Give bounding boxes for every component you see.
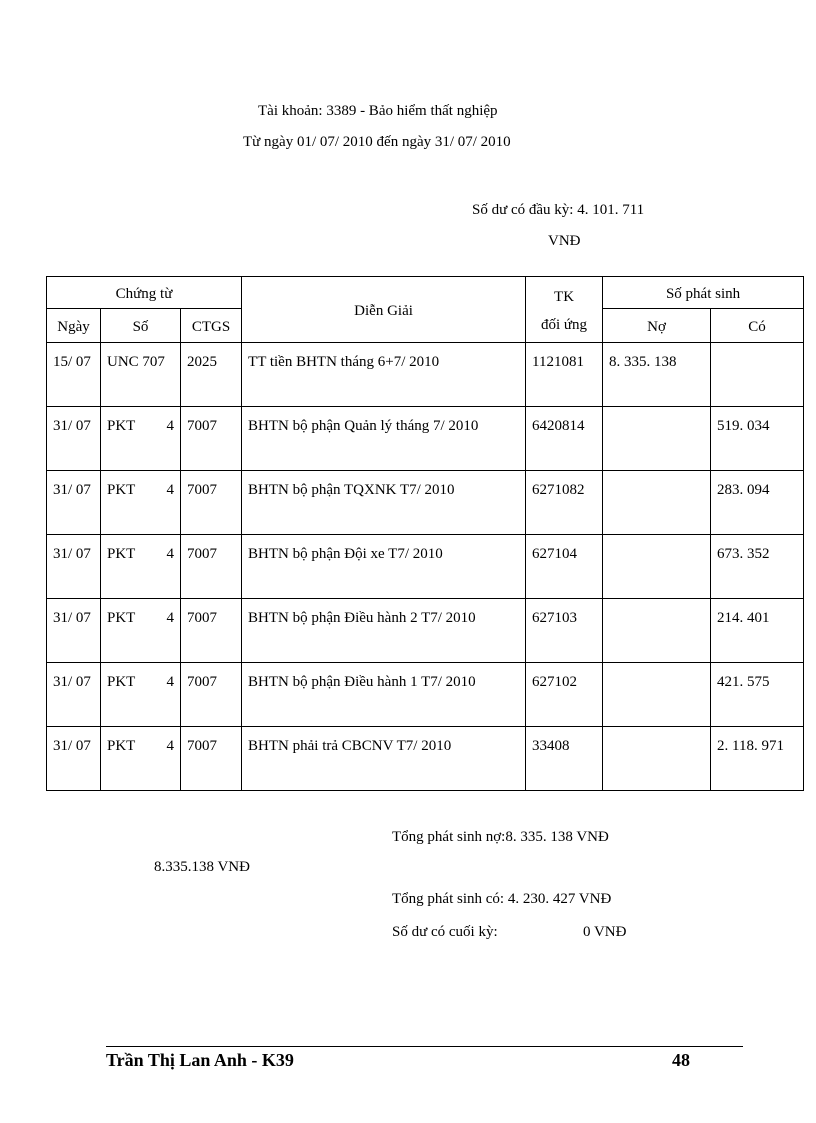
header-no: Nợ [603,309,711,343]
cell-co [711,343,804,407]
cell-co: 673. 352 [711,535,804,599]
cell-ngay: 15/ 07 [47,343,101,407]
header-ngay: Ngày [47,309,101,343]
cell-dien-giai: TT tiền BHTN tháng 6+7/ 2010 [242,343,526,407]
cell-ngay: 31/ 07 [47,599,101,663]
header-ctgs: CTGS [181,309,242,343]
opening-balance-currency: VNĐ [548,233,581,249]
cell-so-type: PKT [107,610,136,626]
header-tk-doi-ung [526,277,603,343]
cell-so-type: UNC 707 [107,354,165,370]
cell-no [603,599,711,663]
header-tk-line1: TK [554,289,575,305]
cell-so-type: PKT [107,482,136,498]
cell-tk: 627102 [526,663,603,727]
account-title: Tài khoản: 3389 - Bảo hiểm thất nghiệp [258,103,498,119]
cell-ctgs: 7007 [181,407,242,471]
header-dien-giai: Diễn Giải [242,277,526,343]
cell-so-type: PKT [107,738,136,754]
cell-co: 283. 094 [711,471,804,535]
cell-tk: 627103 [526,599,603,663]
cell-dien-giai: BHTN phải trả CBCNV T7/ 2010 [242,727,526,791]
cell-co: 214. 401 [711,599,804,663]
cell-dien-giai: BHTN bộ phận Điều hành 2 T7/ 2010 [242,599,526,663]
footer-divider [106,1046,743,1047]
table-row [47,535,804,599]
page-number: 48 [672,1050,690,1070]
cell-so-type: PKT [107,674,136,690]
cell-tk: 6420814 [526,407,603,471]
cell-dien-giai: BHTN bộ phận Quản lý tháng 7/ 2010 [242,407,526,471]
cell-so [101,535,181,599]
total-credit: Tổng phát sinh có: 4. 230. 427 VNĐ [392,891,612,907]
cell-ngay: 31/ 07 [47,535,101,599]
table-row [47,599,804,663]
cell-tk: 33408 [526,727,603,791]
total-debit: Tổng phát sinh nợ:8. 335. 138 VNĐ [392,829,609,845]
cell-no: 8. 335. 138 [603,343,711,407]
cell-ngay: 31/ 07 [47,727,101,791]
cell-so-number: 4 [166,738,174,754]
table-row [47,407,804,471]
cell-ctgs: 7007 [181,727,242,791]
header-tk-line2: đối ứng [541,317,588,333]
cell-so-number: 4 [166,674,174,690]
cell-ngay: 31/ 07 [47,471,101,535]
cell-no [603,535,711,599]
cell-so-number: 4 [166,546,174,562]
table-row [47,471,804,535]
cell-no [603,407,711,471]
cell-tk: 6271082 [526,471,603,535]
cell-ctgs: 2025 [181,343,242,407]
cell-tk: 1121081 [526,343,603,407]
cell-so-type: PKT [107,418,136,434]
cell-so [101,727,181,791]
cell-dien-giai: BHTN bộ phận TQXNK T7/ 2010 [242,471,526,535]
cell-so-number: 4 [166,418,174,434]
cell-ctgs: 7007 [181,535,242,599]
cell-no [603,471,711,535]
header-so-phat-sinh: Số phát sinh [603,277,804,309]
cell-ctgs: 7007 [181,599,242,663]
cell-no [603,663,711,727]
cell-co: 421. 575 [711,663,804,727]
cell-so [101,343,181,407]
cell-ctgs: 7007 [181,471,242,535]
cell-so [101,471,181,535]
cell-so-number: 4 [166,482,174,498]
table-row [47,727,804,791]
table-row [47,663,804,727]
cell-so [101,599,181,663]
cell-ngay: 31/ 07 [47,663,101,727]
cell-so [101,407,181,471]
cell-dien-giai: BHTN bộ phận Điều hành 1 T7/ 2010 [242,663,526,727]
cell-so [101,663,181,727]
cell-no [603,727,711,791]
cell-co: 2. 118. 971 [711,727,804,791]
ledger-table [46,276,804,791]
closing-balance-value: 0 VNĐ [583,924,627,940]
opening-balance: Số dư có đầu kỳ: 4. 101. 711 [472,202,645,218]
cell-co: 519. 034 [711,407,804,471]
header-co: Có [711,309,804,343]
closing-balance-label: Số dư có cuối kỳ: [392,924,498,940]
header-so: Số [101,309,181,343]
cell-so-type: PKT [107,546,136,562]
cell-ctgs: 7007 [181,663,242,727]
cell-tk: 627104 [526,535,603,599]
ledger-body [47,343,804,791]
cell-ngay: 31/ 07 [47,407,101,471]
header-chung-tu: Chứng từ [47,277,242,309]
period-title: Từ ngày 01/ 07/ 2010 đến ngày 31/ 07/ 2010 [243,134,511,150]
cell-so-number: 4 [166,610,174,626]
cell-dien-giai: BHTN bộ phận Đội xe T7/ 2010 [242,535,526,599]
table-row [47,343,804,407]
total-debit-note: 8.335.138 VNĐ [154,859,250,875]
footer-author: Trần Thị Lan Anh - K39 [106,1050,294,1070]
